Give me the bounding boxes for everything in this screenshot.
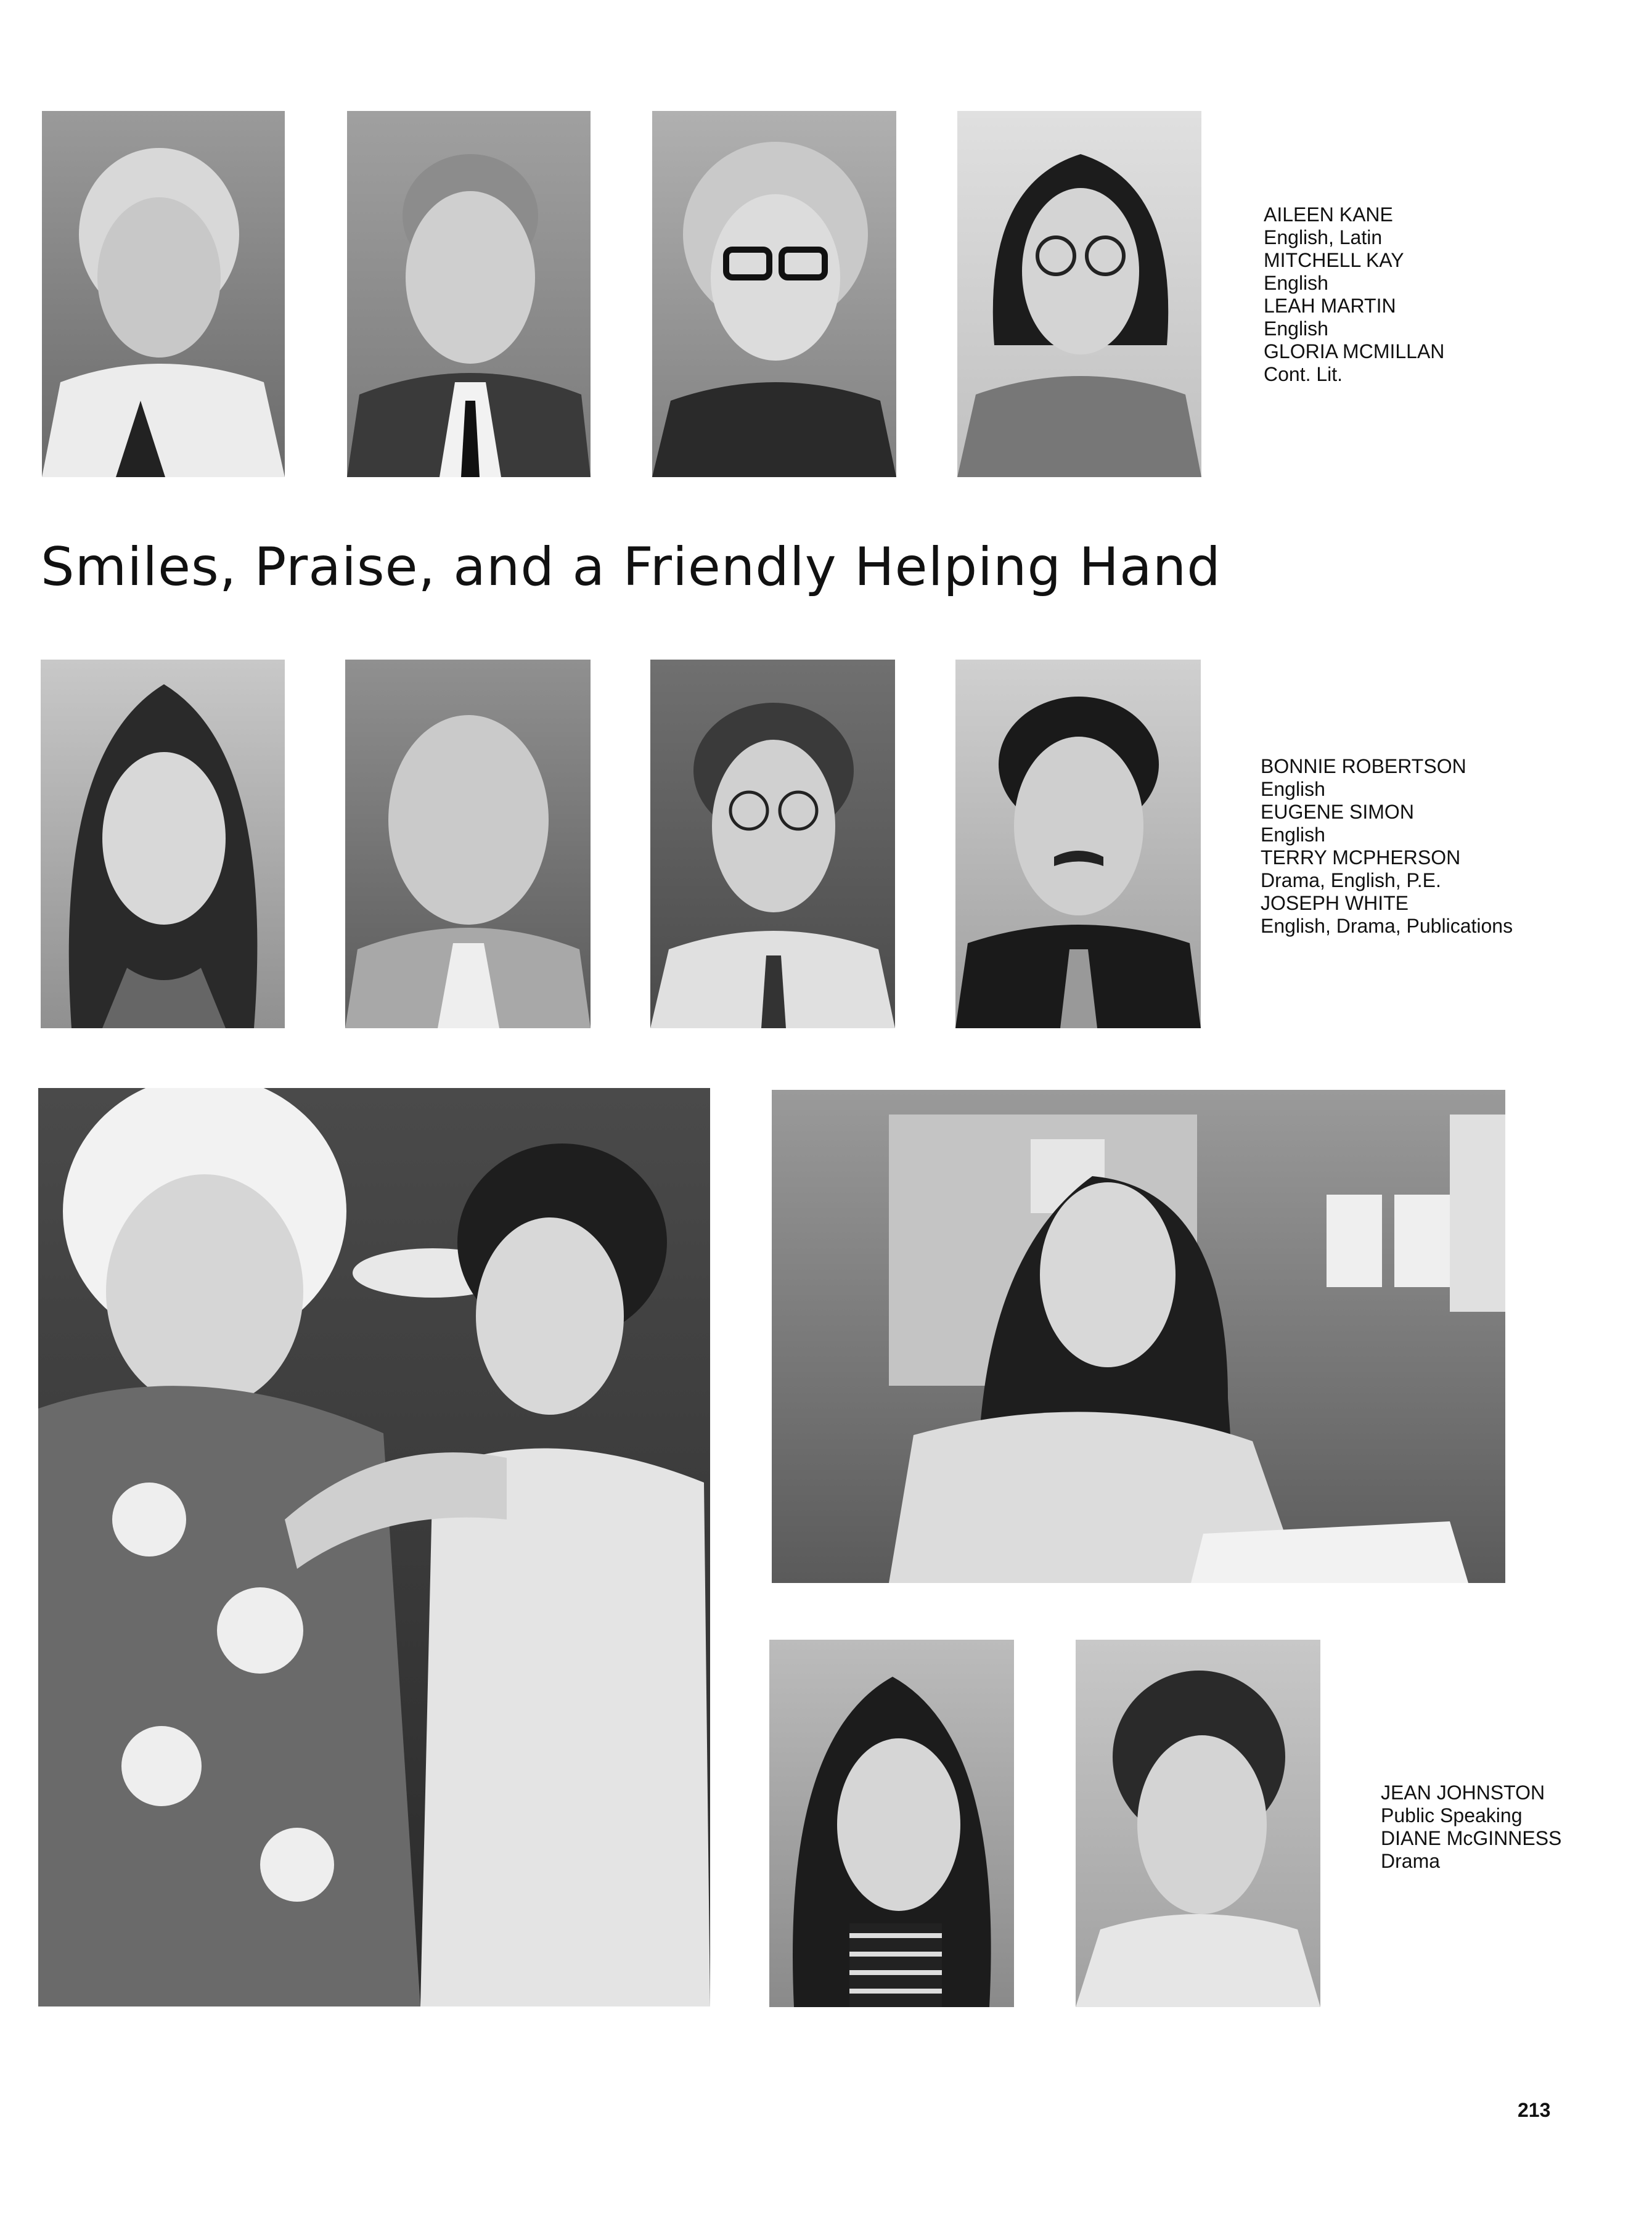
portrait-gloria-mcmillan <box>957 111 1201 477</box>
portrait-mitchell-kay <box>347 111 591 477</box>
candid-photo-dancing <box>38 1088 710 2006</box>
caption-name: DIANE McGINNESS <box>1381 1827 1562 1849</box>
caption-subject: Public Speaking <box>1381 1804 1523 1826</box>
caption-name: TERRY MCPHERSON <box>1261 846 1461 869</box>
caption-subject: Drama <box>1381 1850 1441 1872</box>
portrait-terry-mcpherson <box>650 660 895 1028</box>
caption-row-3 <box>1381 1781 1561 1873</box>
caption-subject: English <box>1264 317 1328 340</box>
caption-subject: English <box>1261 778 1325 800</box>
caption-name: JOSEPH WHITE <box>1261 892 1409 914</box>
caption-name: BONNIE ROBERTSON <box>1261 755 1466 777</box>
caption-name: GLORIA MCMILLAN <box>1264 340 1445 362</box>
portrait-eugene-simon <box>345 660 591 1028</box>
caption-subject: English, Drama, Publications <box>1261 915 1513 937</box>
portrait-jean-johnston <box>769 1640 1014 2007</box>
caption-subject: English <box>1264 272 1328 294</box>
caption-subject: Drama, English, P.E. <box>1261 869 1441 891</box>
caption-name: AILEEN KANE <box>1264 203 1393 226</box>
caption-name: JEAN JOHNSTON <box>1381 1781 1545 1804</box>
portrait-leah-martin <box>652 111 896 477</box>
caption-subject: English, Latin <box>1264 226 1383 248</box>
caption-name: EUGENE SIMON <box>1261 801 1414 823</box>
caption-name: MITCHELL KAY <box>1264 249 1404 271</box>
caption-name: LEAH MARTIN <box>1264 295 1396 317</box>
caption-row-1 <box>1264 203 1444 386</box>
portrait-aileen-kane <box>42 111 285 477</box>
portrait-bonnie-robertson <box>41 660 285 1028</box>
page-number: 213 <box>1518 2099 1551 2121</box>
caption-subject: English <box>1261 824 1325 846</box>
candid-photo-classroom <box>772 1090 1505 1583</box>
caption-row-2 <box>1261 755 1513 938</box>
portrait-joseph-white <box>955 660 1201 1028</box>
portrait-diane-mcginness <box>1076 1640 1320 2007</box>
caption-subject: Cont. Lit. <box>1264 363 1343 385</box>
page-headline: Smiles, Praise, and a Friendly Helping Hand <box>41 536 1221 598</box>
